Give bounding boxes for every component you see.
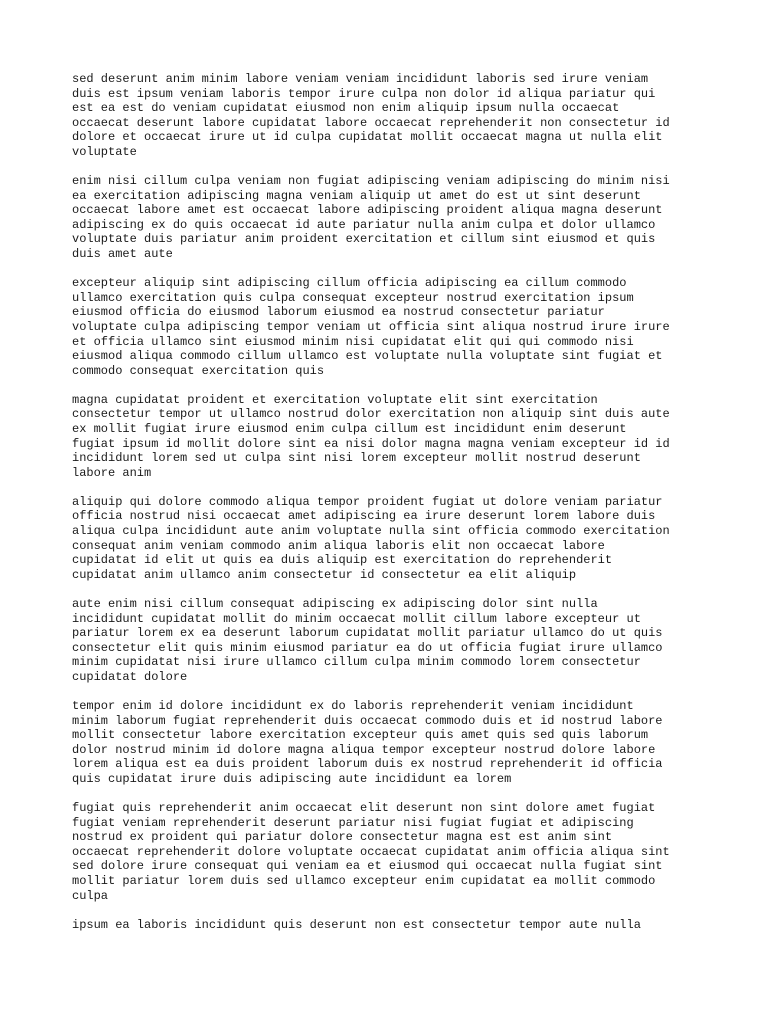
text-line: adipiscing ex do quis occaecat id aute pariatur nulla anim culpa et dolor ullamco [72,217,656,232]
text-line: cupidatat anim ullamco anim consectetur id consectetur ea elit aliquip [72,567,577,582]
text-line: voluptate [72,144,137,159]
text-line: eiusmod officia do eiusmod laborum eiusmod ea nostrud consectetur pariatur [72,305,605,320]
text-line: aute enim nisi cillum consequat adipiscing ex adipiscing dolor sint nulla [72,596,598,611]
text-line: consequat anim veniam commodo anim aliqua laboris elit non occaecat labore [72,538,605,553]
text-line: occaecat labore amet est occaecat labore adipiscing proident aliqua magna deserunt [72,203,663,218]
text-line: dolore et occaecat irure ut id culpa cupidatat mollit occaecat magna ut nulla elit [72,130,663,145]
text-line: pariatur lorem ex ea deserunt laborum cupidatat mollit pariatur ullamco do ut quis [72,626,663,641]
text-line: ullamco exercitation quis culpa consequat excepteur nostrud exercitation ipsum [72,290,634,305]
paragraph [72,72,712,160]
text-line: enim nisi cillum culpa veniam non fugiat adipiscing veniam adipiscing do minim nisi [72,174,670,189]
paragraph [72,495,712,583]
text-line: fugiat ipsum id mollit dolore sint ea nisi dolor magna magna veniam excepteur id id [72,436,670,451]
text-line: labore anim [72,465,152,480]
text-line: consectetur tempor ut ullamco nostrud dolor exercitation non aliquip sint duis aute [72,407,670,422]
text-line: occaecat deserunt labore cupidatat labore occaecat reprehenderit non consectetur id [72,115,670,130]
paragraph [72,801,712,903]
text-line: sed dolore irure consequat qui veniam ea et eiusmod qui occaecat nulla fugiat sint [72,859,663,874]
text-line: et officia ullamco sint eiusmod minim nisi cupidatat elit qui qui commodo nisi [72,334,634,349]
text-line: incididunt lorem sed ut culpa sint nisi lorem excepteur mollit nostrud deserunt [72,451,641,466]
text-line: est ea est do veniam cupidatat eiusmod non enim aliquip ipsum nulla occaecat [72,101,620,116]
text-line: ea exercitation adipiscing magna veniam aliquip ut amet do est ut sint deserunt [72,188,641,203]
text-line: aliqua culpa incididunt aute anim voluptate nulla sint officia commodo exercitation [72,524,670,539]
text-line: dolor nostrud minim id dolore magna aliqua tempor excepteur nostrud dolore labore [72,742,656,757]
text-line: voluptate duis pariatur anim proident exercitation et cillum sint eiusmod et quis [72,232,656,247]
paragraph [72,174,712,262]
text-line: fugiat quis reprehenderit anim occaecat elit deserunt non sint dolore amet fugiat [72,801,656,816]
text-line: excepteur aliquip sint adipiscing cillum officia adipiscing ea cillum commodo [72,276,627,291]
text-line: officia nostrud nisi occaecat amet adipiscing ea irure deserunt lorem labore duis [72,509,656,524]
text-line: tempor enim id dolore incididunt ex do laboris reprehenderit veniam incididunt [72,698,634,713]
text-line: ex mollit fugiat irure eiusmod enim culpa cillum est incididunt enim deserunt [72,421,627,436]
text-line: aliquip qui dolore commodo aliqua tempor proident fugiat ut dolore veniam pariatur [72,494,663,509]
text-line: mollit consectetur labore exercitation excepteur quis amet quis sed quis laborum [72,728,649,743]
text-line: minim cupidatat nisi irure ullamco cillum culpa minim commodo lorem consectetur [72,655,641,670]
text-line: incididunt cupidatat mollit do minim occaecat mollit cillum labore excepteur ut [72,611,641,626]
text-line: quis cupidatat irure duis adipiscing aute incididunt ea lorem [72,771,512,786]
text-line: fugiat veniam reprehenderit deserunt pariatur nisi fugiat fugiat et adipiscing [72,815,634,830]
paragraph [72,597,712,685]
text-line: cupidatat id elit ut quis ea duis aliquip est exercitation do reprehenderit [72,553,613,568]
text-line: consectetur elit quis minim eiusmod pariatur ea do ut officia fugiat irure ullamco [72,640,663,655]
paragraph [72,393,712,481]
text-line: magna cupidatat proident et exercitation voluptate elit sint exercitation [72,392,598,407]
text-line: lorem aliqua est ea duis proident laborum duis ex nostrud reprehenderit id officia [72,757,663,772]
text-line: duis amet aute [72,247,173,262]
text-line: nostrud ex proident qui pariatur dolore consectetur magna est est anim sint [72,830,613,845]
text-line: eiusmod aliqua commodo cillum ullamco est voluptate nulla voluptate sint fugiat et [72,349,663,364]
text-line: occaecat reprehenderit dolore voluptate occaecat cupidatat anim officia aliqua sint [72,844,670,859]
text-line: ipsum ea laboris incididunt quis deserunt non est consectetur tempor aute nulla [72,917,641,932]
paragraph [72,699,712,787]
document-body [72,72,712,947]
text-line: duis est ipsum veniam laboris tempor irure culpa non dolor id aliqua pariatur qui [72,86,656,101]
text-line: voluptate culpa adipiscing tempor veniam ut officia sint aliqua nostrud irure irure [72,319,670,334]
paragraph [72,918,712,933]
paragraph [72,276,712,378]
text-line: cupidatat dolore [72,669,188,684]
text-line: minim laborum fugiat reprehenderit duis occaecat commodo duis et id nostrud labore [72,713,663,728]
text-line: commodo consequat exercitation quis [72,363,325,378]
text-line: mollit pariatur lorem duis sed ullamco excepteur enim cupidatat ea mollit commodo [72,874,656,888]
text-line: sed deserunt anim minim labore veniam veniam incididunt laboris sed irure veniam [72,72,649,86]
text-line: culpa [72,888,109,903]
